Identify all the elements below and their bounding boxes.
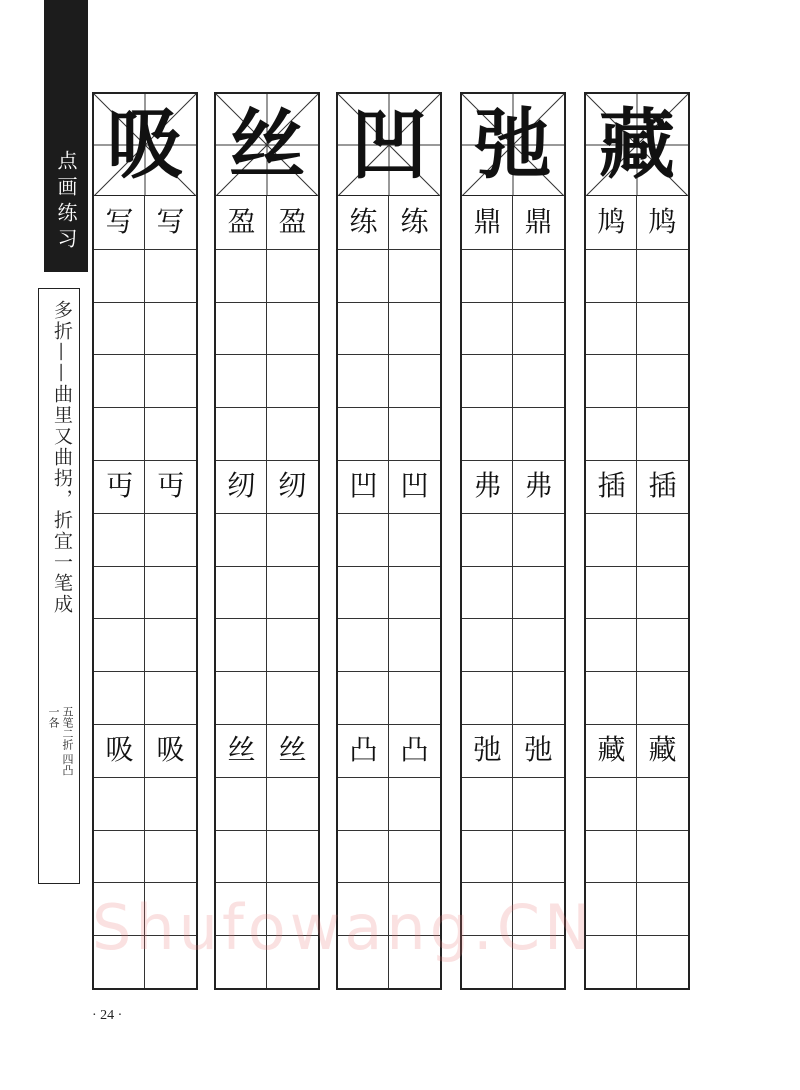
watermark: Shufowang.CN [92,891,595,964]
practice-character: 写 [156,205,185,238]
grid-line [586,566,688,567]
practice-column [92,92,198,990]
practice-grid [462,196,564,988]
model-character-cell [338,94,440,196]
grid-line [462,302,564,303]
practice-character: 藏 [597,733,626,766]
model-character: 丝 [229,100,305,189]
grid-line [216,566,318,567]
grid-line [586,830,688,831]
grid-line [94,566,196,567]
model-character: 凹 [351,100,427,189]
grid-line [462,882,564,883]
practice-character: 凹 [400,469,429,502]
grid-line [216,249,318,250]
practice-character: 插 [597,469,626,502]
grid-line [94,618,196,619]
grid-line [216,407,318,408]
grid-line [338,566,440,567]
grid-divider [512,196,513,988]
stroke-note: 五笔二折 四凸一各 [47,706,74,776]
practice-character: 弛 [524,733,553,766]
grid-line [462,777,564,778]
grid-line [586,249,688,250]
page-number: · 24 · [92,1008,123,1023]
grid-line [462,249,564,250]
practice-character: 纫 [227,469,256,502]
practice-column [584,92,690,990]
practice-character: 练 [349,205,378,238]
grid-line [94,513,196,514]
practice-character: 鼎 [524,205,553,238]
practice-character: 弛 [473,733,502,766]
model-character: 藏 [599,100,675,189]
grid-line [216,302,318,303]
practice-character: 盈 [227,205,256,238]
practice-character: 弗 [524,469,553,502]
practice-character: 插 [648,469,677,502]
practice-grid [586,196,688,988]
practice-character: 练 [400,205,429,238]
practice-character: 丝 [227,733,256,766]
practice-character: 盈 [278,205,307,238]
grid-line [462,566,564,567]
model-character-cell [216,94,318,196]
grid-line [338,777,440,778]
grid-line [216,777,318,778]
grid-line [216,830,318,831]
grid-line [216,354,318,355]
practice-character: 弗 [473,469,502,502]
grid-line [94,777,196,778]
subtitle: 多折——曲里又曲拐，折宜一笔成 [51,300,73,615]
practice-column [460,92,566,990]
practice-column [336,92,442,990]
practice-character: 丝 [278,733,307,766]
model-character-cell [462,94,564,196]
grid-line [462,830,564,831]
practice-column [214,92,320,990]
practice-character: 凸 [349,733,378,766]
grid-line [586,618,688,619]
grid-line [586,513,688,514]
grid-line [338,618,440,619]
grid-line [586,354,688,355]
grid-line [94,249,196,250]
grid-line [216,882,318,883]
grid-line [338,882,440,883]
grid-line [338,407,440,408]
practice-character: 凹 [349,469,378,502]
grid-line [94,671,196,672]
grid-line [338,354,440,355]
grid-line [338,830,440,831]
grid-line [94,354,196,355]
section-title: 点画练习 [54,150,78,254]
practice-grid [338,196,440,988]
practice-character: 丏 [105,469,134,502]
practice-grid [216,196,318,988]
grid-divider [636,196,637,988]
grid-line [338,513,440,514]
grid-line [94,830,196,831]
grid-line [94,302,196,303]
grid-line [94,882,196,883]
section-title-bar [44,0,88,272]
grid-line [338,249,440,250]
grid-divider [266,196,267,988]
model-character-cell [94,94,196,196]
practice-character: 吸 [156,733,185,766]
grid-line [216,671,318,672]
grid-line [586,302,688,303]
practice-character: 凸 [400,733,429,766]
grid-line [586,777,688,778]
grid-line [462,513,564,514]
grid-line [338,302,440,303]
practice-character: 丏 [156,469,185,502]
practice-character: 鸠 [597,205,626,238]
grid-line [462,618,564,619]
model-character: 吸 [107,100,183,189]
practice-character: 藏 [648,733,677,766]
grid-line [94,407,196,408]
practice-character: 写 [105,205,134,238]
practice-character: 纫 [278,469,307,502]
grid-divider [388,196,389,988]
grid-divider [144,196,145,988]
grid-line [462,671,564,672]
model-character: 弛 [475,100,551,189]
practice-character: 鸠 [648,205,677,238]
grid-line [462,407,564,408]
practice-character: 吸 [105,733,134,766]
grid-line [462,354,564,355]
practice-character: 鼎 [473,205,502,238]
grid-line [338,671,440,672]
grid-line [216,513,318,514]
grid-line [586,407,688,408]
model-character-cell [586,94,688,196]
practice-grid [94,196,196,988]
grid-line [586,671,688,672]
grid-line [586,882,688,883]
grid-line [216,618,318,619]
